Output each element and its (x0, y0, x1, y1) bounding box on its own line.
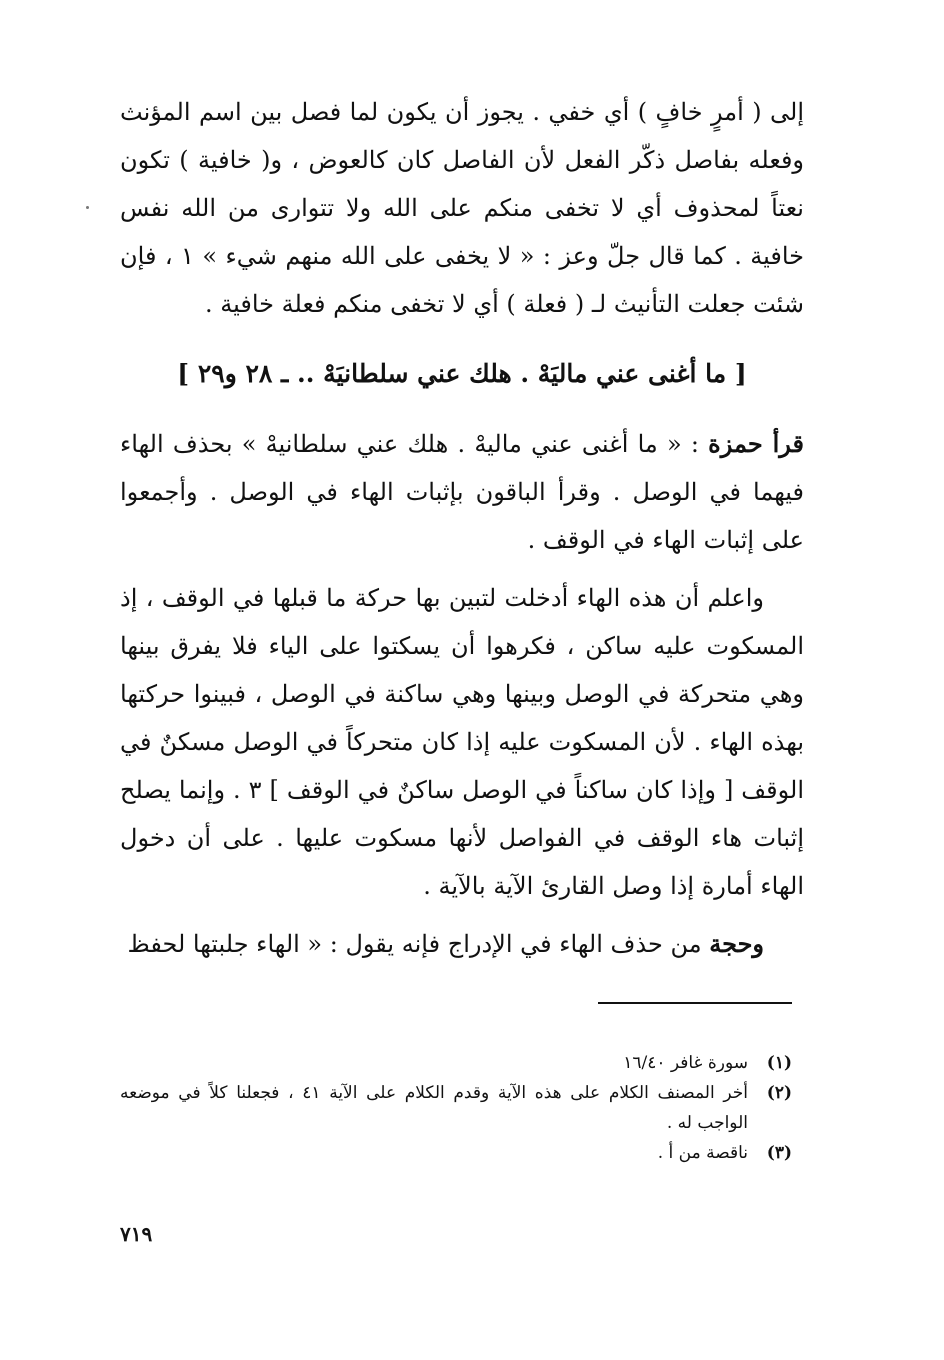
margin-mark (86, 206, 89, 209)
paragraph-4-text: من حذف الهاء في الإدراج فإنه يقول : « الهاء جلبتها لحفظ (127, 930, 710, 958)
paragraph-4-lead: وحجة (709, 929, 764, 958)
footnote-number: (٣) (766, 1143, 792, 1163)
paragraph-2 (120, 420, 804, 564)
page-body (120, 88, 804, 968)
footnote-number: (٢) (766, 1083, 792, 1103)
paragraph-1: إلى ( أمرٍ خافٍ ) أي خفي . يجوز أن يكون لما فصل بين اسم المؤنث وفعله بفاصل ذكّر الفعل لأن الفاصل كان كالعوض ، و( خافية ) تكون نعتاً لمحذوف أي لا تخفى منكم على الله ولا تتوارى من الله نفس خافية . كما قال جلّ وعز : « لا يخفى على الله منهم شيء » ١ ، فإن شئت جعلت التأنيث لـ ( فعلة ) أي لا تخفى منكم فعلة خافية . (120, 98, 804, 318)
verse-heading: [ ما أغنى عني ماليَهْ . هلك عني سلطانيَهْ .. ـ ٢٨ و٢٩ ] (177, 359, 747, 388)
paragraph-2-lead: قرأ حمزة (708, 429, 805, 458)
footnote-number: (١) (766, 1053, 792, 1073)
paragraph-3: واعلم أن هذه الهاء أدخلت لتبين بها حركة ما قبلها في الوقف ، إذ المسكوت عليه ساكن ، فكرهوا أن يسكتوا على الياء فلا يفرق بينها وهي متحركة في الوصل وبينها وهي ساكنة في الوصل ، فبينوا حركتها بهذه الهاء . لأن المسكوت عليه إذا كان متحركاً في الوصل مسكنٌ في الوقف [ وإذا كان ساكناً في الوصل ساكنٌ في الوقف ] ٣ . وإنما يصلح إثبات هاء الوقف في الفواصل لأنها مسكوت عليها . على أن دخول الهاء أمارة إذا وصل القارئ الآية بالآية . (120, 584, 804, 900)
footnote-divider (598, 1002, 792, 1004)
paragraph-2-text: : « ما أغنى عني ماليهْ . هلك عني سلطانيهْ » بحذف الهاء فيهما في الوصل . وقرأ الباقون بإثبات الهاء في الوصل . وأجمعوا على إثبات الهاء في الوقف . (120, 430, 804, 554)
page-number: ٧١٩ (120, 1222, 153, 1246)
footnote-text: ناقصة من أ . (657, 1143, 748, 1163)
footnote-text: أخر المصنف الكلام على هذه الآية وقدم الكلام على الآية ٤١ ، فجعلنا كلاً في موضعه الواجب له . (120, 1083, 748, 1133)
footnote-2 (120, 1078, 792, 1138)
footnote-3 (120, 1138, 792, 1168)
footnote-text: سورة غافر ١٦/٤٠ (623, 1053, 748, 1073)
footnotes (120, 1048, 792, 1168)
footnote-1 (120, 1048, 792, 1078)
paragraph-4 (120, 920, 804, 968)
